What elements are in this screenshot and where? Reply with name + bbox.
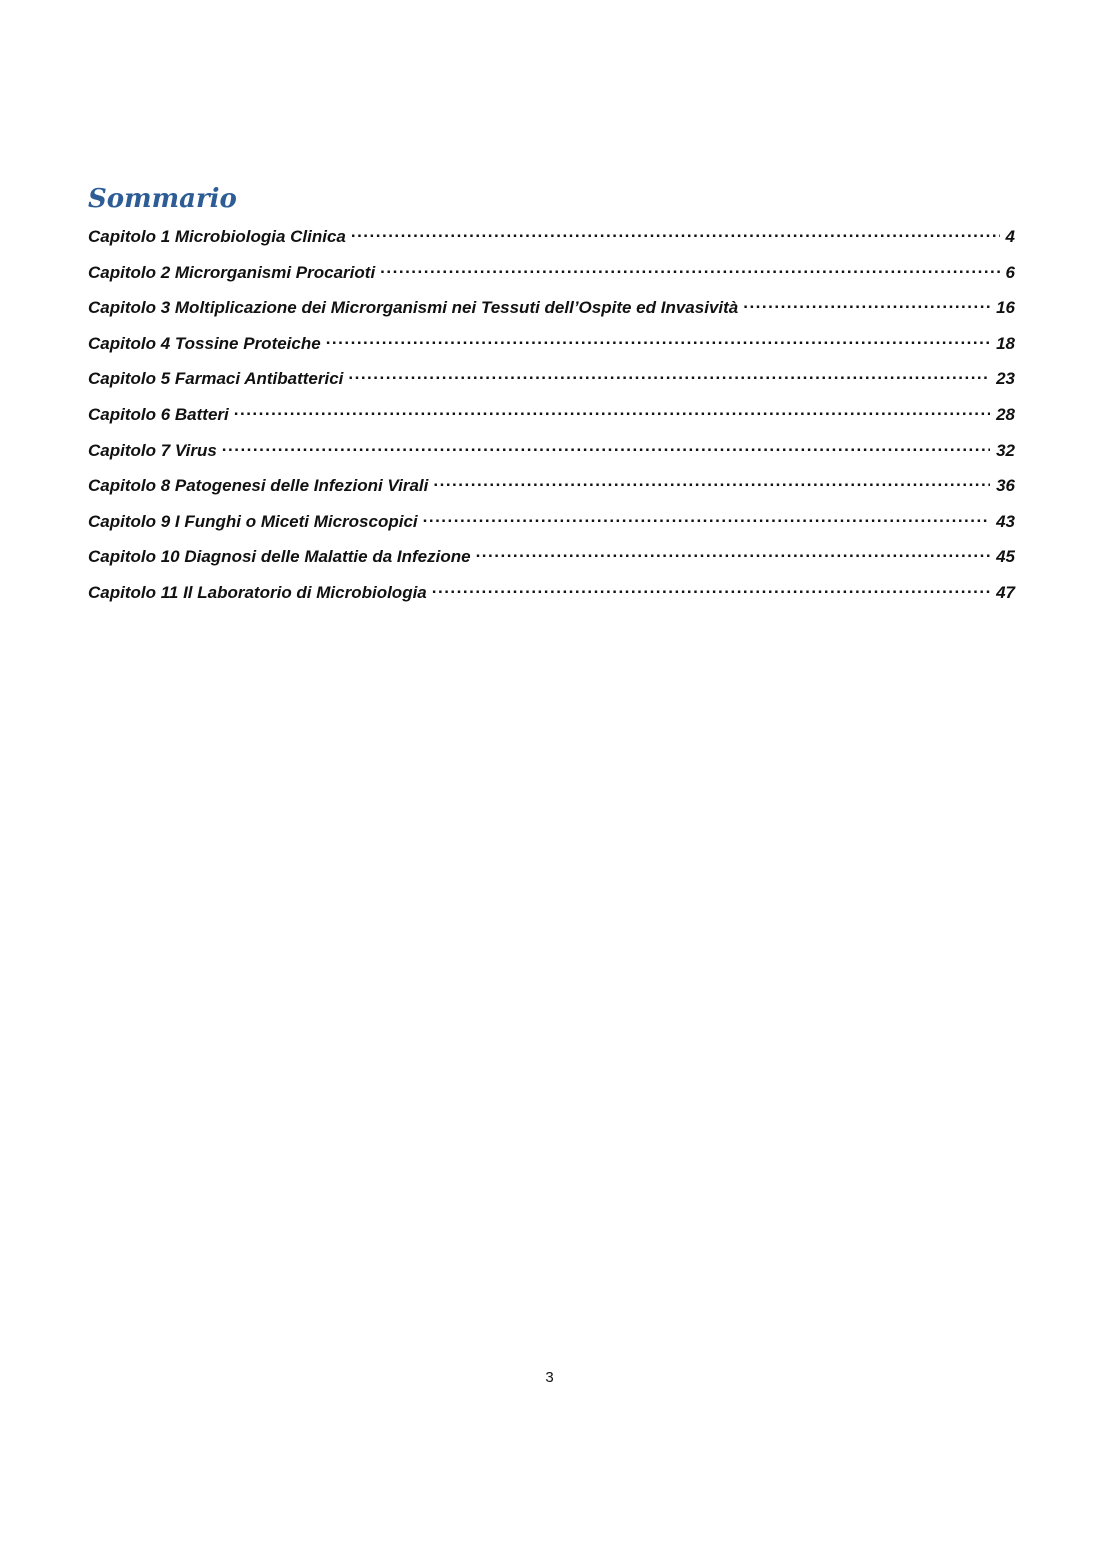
toc-entry-page-number: 16 (996, 298, 1015, 318)
toc-entry-page-number: 23 (996, 369, 1015, 389)
toc-section (88, 183, 1015, 617)
toc-entry-label: Capitolo 8 Patogenesi delle Infezioni Virali (88, 476, 429, 496)
toc-dot-leader (222, 439, 990, 456)
toc-entry[interactable] (88, 545, 1015, 581)
toc-dot-leader (433, 474, 990, 491)
toc-entry[interactable] (88, 510, 1015, 546)
toc-entry-page-number: 45 (996, 547, 1015, 567)
toc-entry-label: Capitolo 2 Microrganismi Procarioti (88, 262, 376, 282)
toc-entry-page-number: 36 (996, 476, 1015, 496)
toc-entry[interactable] (88, 403, 1015, 439)
toc-dot-leader (743, 296, 990, 313)
toc-entry-label: Capitolo 10 Diagnosi delle Malattie da Infezione (88, 547, 471, 567)
page-number-footer: 3 (545, 1369, 554, 1386)
toc-entry[interactable] (88, 225, 1015, 261)
toc-entry-label: Capitolo 6 Batteri (88, 404, 229, 424)
toc-entry-page-number: 32 (996, 440, 1015, 460)
toc-entry-label: Capitolo 11 Il Laboratorio di Microbiologia (88, 582, 427, 602)
toc-dot-leader (351, 225, 1000, 242)
toc-dot-leader (423, 510, 990, 527)
toc-entry-page-number: 18 (996, 333, 1015, 353)
table-of-contents (88, 225, 1015, 617)
toc-entry-page-number: 28 (996, 404, 1015, 424)
toc-entry-label: Capitolo 1 Microbiologia Clinica (88, 227, 346, 246)
toc-entry[interactable] (88, 296, 1015, 332)
toc-entry-label: Capitolo 9 I Funghi o Miceti Microscopici (88, 511, 418, 531)
toc-entry[interactable] (88, 261, 1015, 297)
toc-dot-leader (348, 367, 990, 384)
toc-entry-label: Capitolo 4 Tossine Proteiche (88, 333, 321, 353)
toc-entry-label: Capitolo 7 Virus (88, 440, 217, 460)
toc-entry-page-number: 4 (1005, 227, 1015, 246)
toc-entry[interactable] (88, 439, 1015, 475)
toc-entry-page-number: 43 (996, 511, 1015, 531)
toc-entry-label: Capitolo 3 Moltiplicazione dei Microrganismi nei Tessuti dell’Ospite ed Invasività (88, 298, 739, 318)
toc-entry-page-number: 47 (996, 582, 1015, 602)
toc-entry-page-number: 6 (1005, 262, 1015, 282)
toc-dot-leader (326, 332, 990, 349)
toc-dot-leader (380, 261, 999, 278)
toc-entry[interactable] (88, 474, 1015, 510)
page-title: Sommario (88, 184, 237, 214)
toc-entry[interactable] (88, 367, 1015, 403)
toc-dot-leader (234, 403, 990, 420)
toc-entry[interactable] (88, 581, 1015, 617)
toc-dot-leader (476, 545, 991, 562)
toc-dot-leader (432, 581, 990, 598)
toc-entry[interactable] (88, 332, 1015, 368)
toc-entry-label: Capitolo 5 Farmaci Antibatterici (88, 369, 344, 389)
